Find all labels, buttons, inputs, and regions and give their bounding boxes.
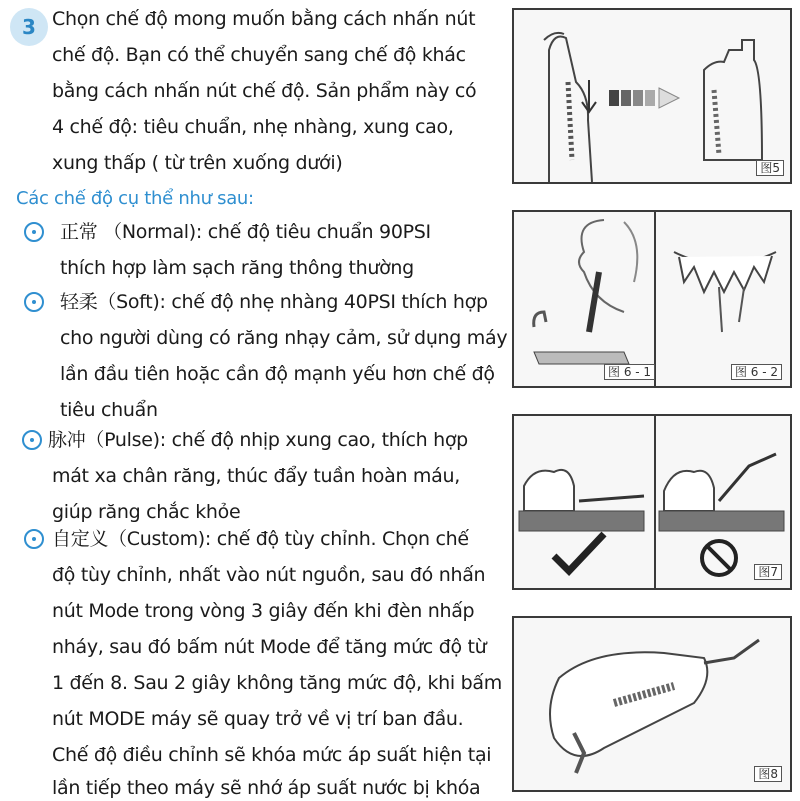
intro-line: Chọn chế độ mong muốn bằng cách nhấn nút <box>52 8 476 30</box>
mode-custom-line: 1 đến 8. Sau 2 giây không tăng mức độ, khi bấm <box>52 672 502 694</box>
fig5-label: 图5 <box>756 160 784 176</box>
mode-pulse-line: giúp răng chắc khỏe <box>52 501 241 523</box>
mode-normal-line: thích hợp làm sạch răng thông thường <box>60 257 414 279</box>
mode-soft-line: tiêu chuẩn <box>60 399 158 421</box>
fig7-label: 图7 <box>754 564 782 580</box>
mode-soft-line: lần đầu tiên hoặc cần độ mạnh yếu hơn chế độ <box>60 363 495 385</box>
intro-line: 4 chế độ: tiêu chuẩn, nhẹ nhàng, xung cao, <box>52 116 454 138</box>
mode-pulse-line: mát xa chân răng, thúc đẩy tuần hoàn máu, <box>52 465 460 487</box>
mode-custom-line: độ tùy chỉnh, nhất vào nút nguồn, sau đó nhấn <box>52 564 486 586</box>
mode-custom-line: lần tiếp theo máy sẽ nhớ áp suất nước bị khóa <box>52 777 481 799</box>
fig6-2-label: 图 6 - 2 <box>731 364 782 380</box>
mode-custom-line: nút MODE máy sẽ quay trở về vị trí ban đầu. <box>52 708 464 730</box>
bullet-circle-icon <box>24 292 44 312</box>
mode-custom-line: nháy, sau đó bấm nút Mode để tăng mức độ từ <box>52 636 487 658</box>
figure-6-usage <box>512 210 792 388</box>
fig8-label: 图8 <box>754 766 782 782</box>
bullet-circle-icon <box>24 529 44 549</box>
step-number-badge: 3 <box>10 8 48 46</box>
mode-soft-label: 轻柔（Soft): chế độ nhẹ nhàng 40PSI thích hợp <box>60 291 488 313</box>
figure-8-device <box>512 616 792 792</box>
mode-custom-line: Chế độ điều chỉnh sẽ khóa mức áp suất hiện tại <box>52 744 492 766</box>
bullet-circle-icon <box>24 222 44 242</box>
modes-heading: Các chế độ cụ thể như sau: <box>16 188 254 209</box>
bullet-circle-icon <box>22 430 42 450</box>
intro-line: xung thấp ( từ trên xuống dưới) <box>52 152 343 174</box>
mode-soft-line: cho người dùng có răng nhạy cảm, sử dụng máy <box>60 327 508 349</box>
figure-5-mode-button <box>512 8 792 184</box>
intro-line: chế độ. Bạn có thể chuyển sang chế độ khác <box>52 44 466 66</box>
mode-custom-line: nút Mode trong vòng 3 giây đến khi đèn nhấp <box>52 600 475 622</box>
fig8-drawing <box>514 618 792 792</box>
mode-pulse-label: 脉冲（Pulse): chế độ nhịp xung cao, thích hợp <box>48 429 468 451</box>
figure-7-nozzle-angle <box>512 414 792 590</box>
fig6-drawing <box>514 212 792 388</box>
mode-custom-label: 自定义（Custom): chế độ tùy chỉnh. Chọn chế <box>52 528 469 550</box>
fig5-drawing <box>514 10 792 184</box>
mode-normal-label: 正常 （Normal): chế độ tiêu chuẩn 90PSI <box>60 221 431 243</box>
fig7-drawing <box>514 416 792 590</box>
fig6-1-label: 图 6 - 1 <box>604 364 655 380</box>
intro-line: bằng cách nhấn nút chế độ. Sản phẩm này có <box>52 80 477 102</box>
